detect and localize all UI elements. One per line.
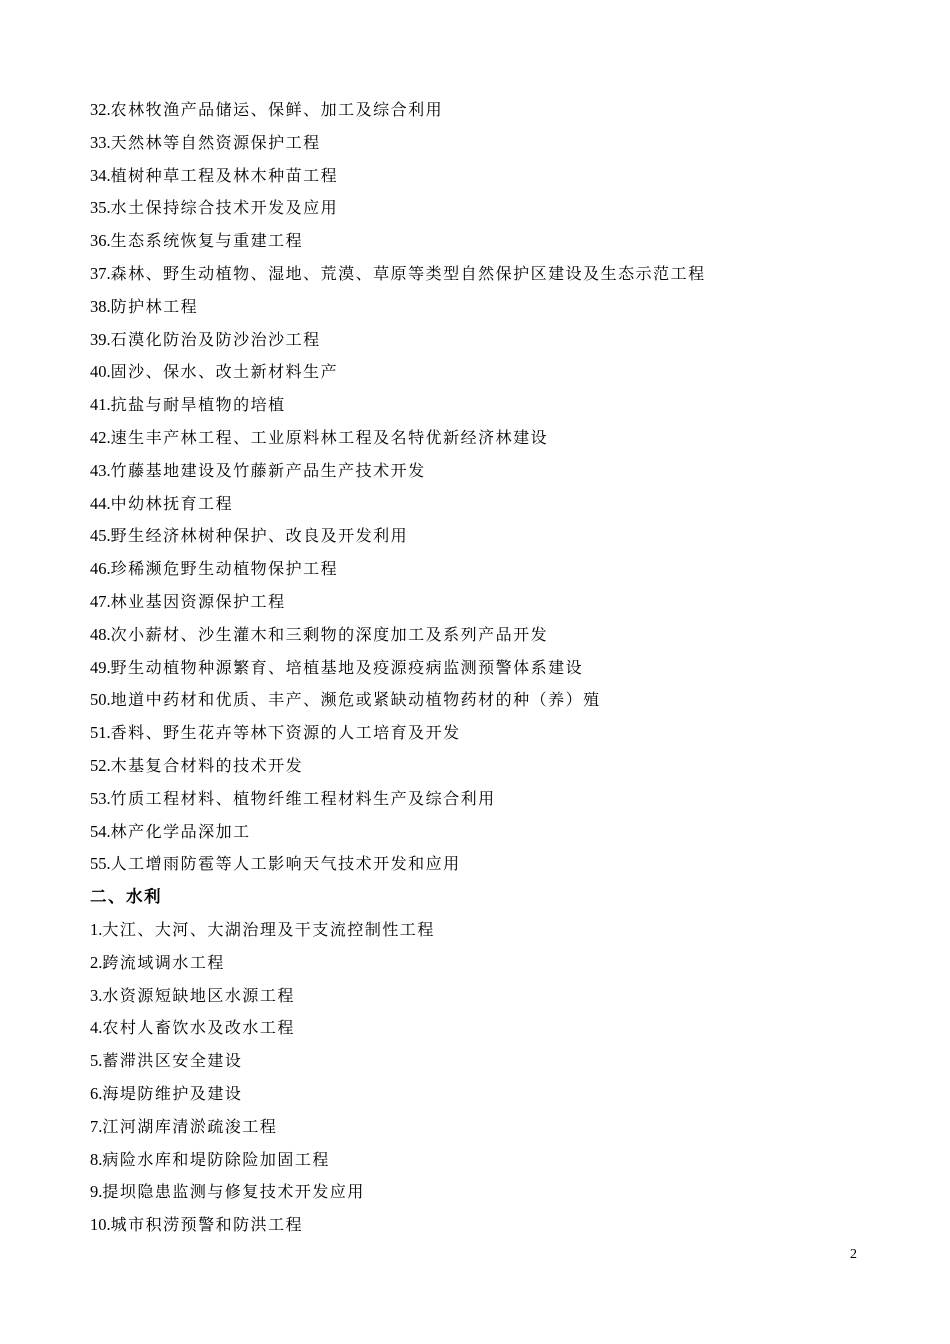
item-number: 54. — [90, 821, 111, 841]
item-number: 46. — [90, 559, 111, 579]
list-item — [90, 1078, 890, 1111]
list-item — [90, 619, 890, 652]
list-item — [90, 455, 890, 488]
item-number: 9. — [90, 1182, 103, 1202]
item-text: 中幼林抚育工程 — [110, 493, 234, 513]
item-text: 木基复合材料的技术开发 — [110, 755, 304, 775]
item-number: 44. — [90, 493, 111, 513]
item-text: 抗盐与耐旱植物的培植 — [110, 395, 286, 415]
item-text: 野生动植物种源繁育、培植基地及疫源疫病监测预警体系建设 — [110, 657, 584, 677]
item-text: 农村人畜饮水及改水工程 — [102, 1018, 295, 1038]
item-text: 防护林工程 — [110, 296, 199, 316]
list-item — [90, 980, 890, 1013]
list-item — [90, 356, 890, 389]
item-text: 生态系统恢复与重建工程 — [110, 231, 304, 251]
list-item — [90, 1144, 890, 1177]
item-number: 8. — [90, 1149, 103, 1169]
list-item — [90, 1176, 890, 1209]
list-item — [90, 389, 890, 422]
item-list — [90, 94, 890, 1242]
item-text: 提坝隐患监测与修复技术开发应用 — [102, 1182, 365, 1202]
list-item — [90, 684, 890, 717]
item-number: 7. — [90, 1116, 103, 1136]
item-text: 城市积涝预警和防洪工程 — [110, 1215, 304, 1235]
item-text: 林产化学品深加工 — [110, 821, 251, 841]
section-heading: 二、水利 — [90, 887, 162, 907]
item-text: 林业基因资源保护工程 — [110, 591, 286, 611]
item-number: 47. — [90, 591, 111, 611]
item-number: 42. — [90, 427, 111, 447]
item-number: 37. — [90, 263, 111, 283]
item-text: 病险水库和堤防除险加固工程 — [102, 1149, 330, 1169]
item-text: 竹质工程材料、植物纤维工程材料生产及综合利用 — [110, 788, 496, 808]
item-text: 森林、野生动植物、湿地、荒漠、草原等类型自然保护区建设及生态示范工程 — [110, 263, 706, 283]
item-text: 海堤防维护及建设 — [102, 1083, 243, 1103]
item-text: 固沙、保水、改土新材料生产 — [110, 362, 339, 382]
item-number: 10. — [90, 1215, 111, 1235]
item-text: 水资源短缺地区水源工程 — [102, 985, 295, 1005]
item-number: 50. — [90, 690, 111, 710]
item-number: 2. — [90, 952, 103, 972]
item-number: 39. — [90, 329, 111, 349]
water-items — [90, 914, 890, 1242]
item-number: 45. — [90, 526, 111, 546]
list-item — [90, 422, 890, 455]
item-number: 53. — [90, 788, 111, 808]
item-number: 35. — [90, 198, 111, 218]
item-number: 41. — [90, 395, 111, 415]
item-text: 跨流域调水工程 — [102, 952, 225, 972]
item-text: 次小薪材、沙生灌木和三剩物的深度加工及系列产品开发 — [110, 624, 549, 644]
item-number: 34. — [90, 165, 111, 185]
page-number: 2 — [850, 1247, 857, 1262]
list-item — [90, 717, 890, 750]
item-text: 野生经济林树种保护、改良及开发利用 — [110, 526, 409, 546]
list-item — [90, 586, 890, 619]
item-text: 大江、大河、大湖治理及干支流控制性工程 — [102, 919, 435, 939]
item-number: 5. — [90, 1051, 103, 1071]
list-item — [90, 947, 890, 980]
item-text: 人工增雨防雹等人工影响天气技术开发和应用 — [110, 854, 461, 874]
item-number: 52. — [90, 755, 111, 775]
item-text: 竹藤基地建设及竹藤新产品生产技术开发 — [110, 460, 426, 480]
list-item — [90, 1111, 890, 1144]
list-item — [90, 783, 890, 816]
list-item — [90, 1209, 890, 1242]
forestry-items — [90, 94, 890, 881]
list-item — [90, 520, 890, 553]
item-text: 水土保持综合技术开发及应用 — [110, 198, 339, 218]
list-item — [90, 192, 890, 225]
item-number: 3. — [90, 985, 103, 1005]
item-text: 地道中药材和优质、丰产、濒危或紧缺动植物药材的种（养）殖 — [110, 690, 601, 710]
list-item — [90, 258, 890, 291]
item-text: 江河湖库清淤疏浚工程 — [102, 1116, 278, 1136]
list-item — [90, 291, 890, 324]
list-item — [90, 324, 890, 357]
list-item — [90, 553, 890, 586]
item-number: 36. — [90, 231, 111, 251]
item-number: 51. — [90, 723, 111, 743]
item-text: 香料、野生花卉等林下资源的人工培育及开发 — [110, 723, 461, 743]
list-item — [90, 848, 890, 881]
item-number: 55. — [90, 854, 111, 874]
item-number: 48. — [90, 624, 111, 644]
list-item — [90, 750, 890, 783]
list-item — [90, 225, 890, 258]
list-item — [90, 160, 890, 193]
list-item — [90, 488, 890, 521]
item-text: 珍稀濒危野生动植物保护工程 — [110, 559, 339, 579]
list-item — [90, 127, 890, 160]
item-number: 4. — [90, 1018, 103, 1038]
item-number: 43. — [90, 460, 111, 480]
list-item — [90, 652, 890, 685]
item-text: 速生丰产林工程、工业原料林工程及名特优新经济林建设 — [110, 427, 549, 447]
item-text: 蓄滞洪区安全建设 — [102, 1051, 243, 1071]
item-number: 38. — [90, 296, 111, 316]
item-number: 1. — [90, 919, 103, 939]
list-item — [90, 1045, 890, 1078]
item-number: 49. — [90, 657, 111, 677]
item-text: 石漠化防治及防沙治沙工程 — [110, 329, 321, 349]
item-number: 33. — [90, 132, 111, 152]
list-item — [90, 1012, 890, 1045]
item-text: 农林牧渔产品储运、保鲜、加工及综合利用 — [110, 100, 444, 119]
list-item — [90, 816, 890, 849]
item-number: 32. — [90, 100, 111, 119]
item-number: 6. — [90, 1083, 103, 1103]
item-number: 40. — [90, 362, 111, 382]
list-item — [90, 94, 890, 127]
list-item — [90, 914, 890, 947]
item-text: 植树种草工程及林木种苗工程 — [110, 165, 339, 185]
item-text: 天然林等自然资源保护工程 — [110, 132, 321, 152]
